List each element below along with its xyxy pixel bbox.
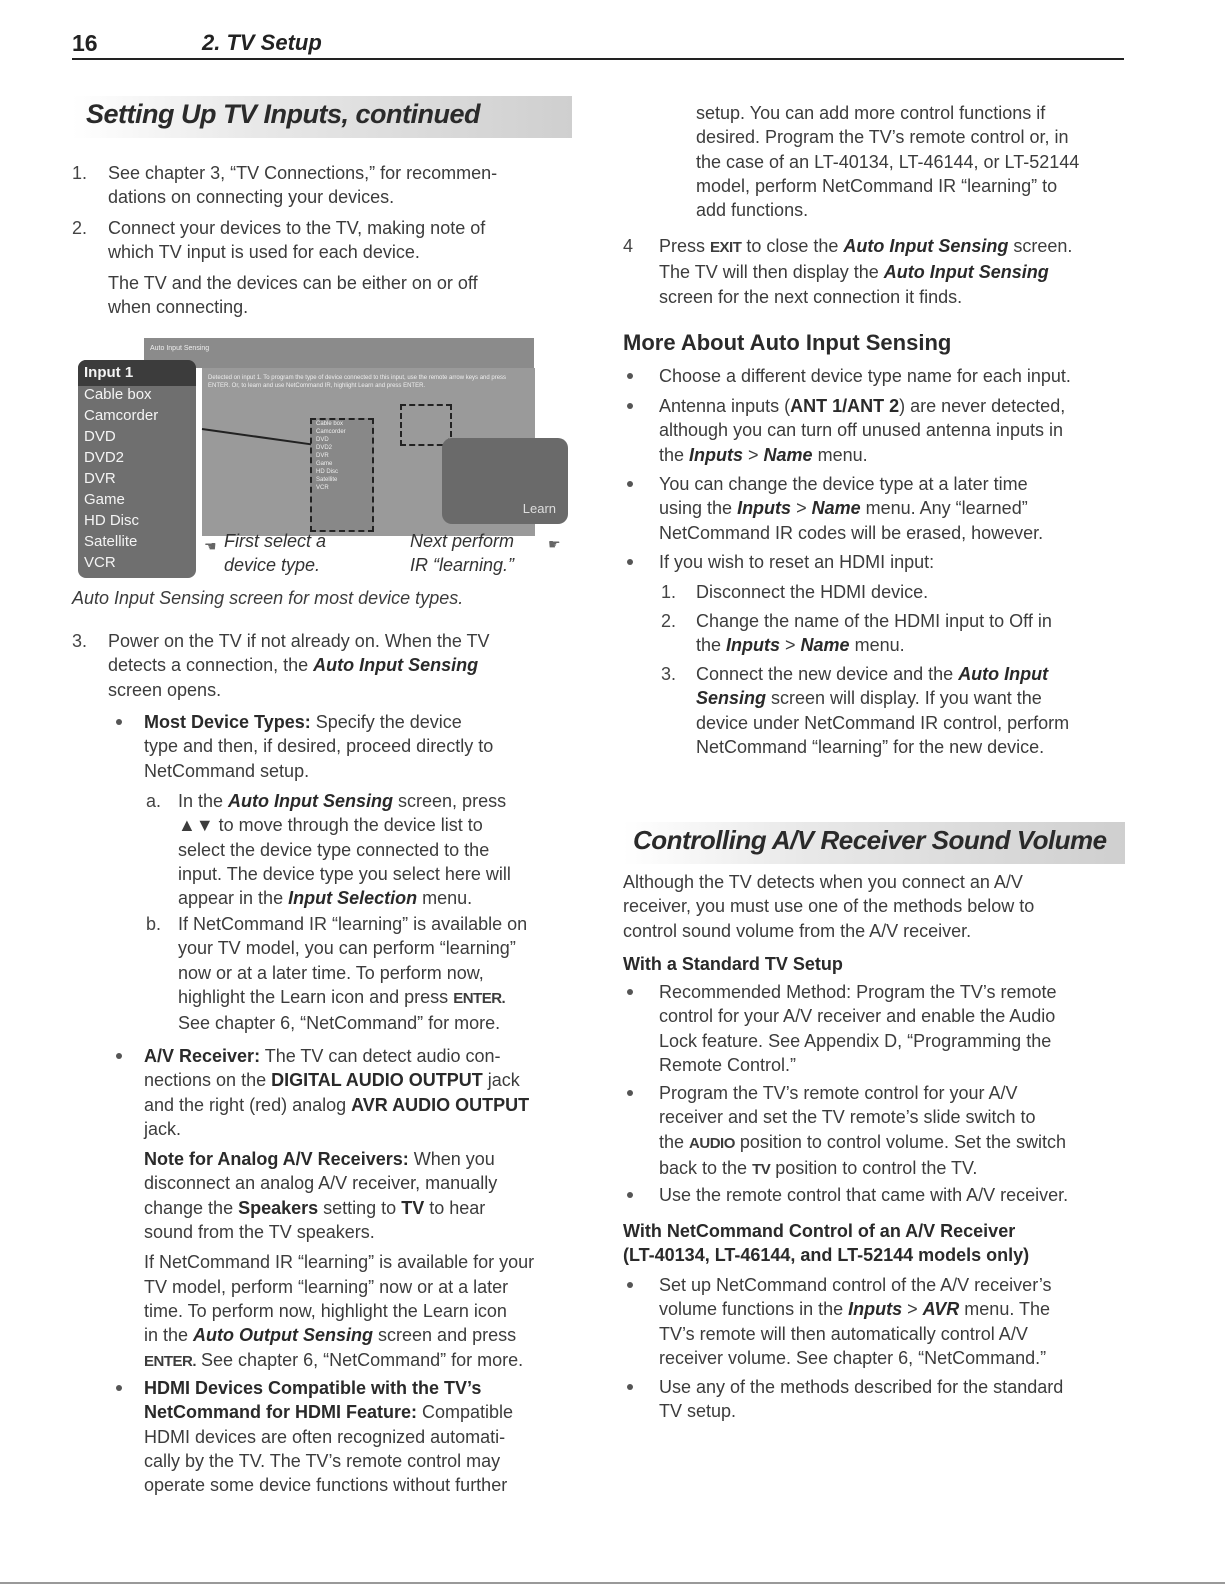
bullet (627, 1090, 633, 1096)
line: the Inputs > Name menu. (696, 635, 905, 656)
line: receiver and set the TV remote’s slide switch to (659, 1107, 1036, 1128)
line: setup. You can add more control functions if (696, 103, 1046, 123)
chapter-title: 2. TV Setup (202, 30, 322, 55)
more-about-heading: More About Auto Input Sensing (623, 330, 952, 355)
reset-step-3 (696, 662, 1124, 759)
figure-callout: device type. (224, 555, 321, 575)
line: ▲▼ to move through the device list to (178, 815, 483, 836)
substep-a (178, 789, 570, 910)
line: If NetCommand IR “learning” is available for your (144, 1252, 535, 1273)
line: control for your A/V receiver and enable the Audio (659, 1006, 1056, 1027)
line: NetCommand IR codes will be erased, however. (659, 522, 1044, 543)
device-list-item: Game (316, 461, 333, 467)
bullet (627, 1192, 633, 1198)
line: Antenna inputs (ANT 1/ANT 2) are never detected, (659, 396, 1066, 416)
line: although you can turn off unused antenna inputs in (659, 420, 1063, 441)
line: appear in the Input Selection menu. (178, 888, 473, 909)
device-list-item: Satellite (316, 477, 338, 483)
device-list-item: DVD2 (316, 445, 333, 451)
line: TV’s remote will then automatically control A/V (659, 1323, 1028, 1344)
menu-item: DVD2 (84, 449, 125, 466)
line: the Inputs > Name menu. (659, 444, 868, 465)
line: screen for the next connection it finds. (659, 286, 963, 307)
netcommand-item-1 (659, 1273, 1125, 1370)
line: sound from the TV speakers. (144, 1222, 375, 1243)
line: See chapter 6, “NetCommand” for more. (178, 1013, 501, 1034)
line: operate some device functions without further (144, 1475, 508, 1496)
menu-item: DVD (84, 428, 116, 445)
line: (LT-40134, LT-46144, and LT-52144 models only) (623, 1245, 1030, 1265)
line: model, perform NetCommand IR “learning” to (696, 175, 1058, 196)
line: select the device type connected to the (178, 839, 490, 860)
line: If you wish to reset an HDMI input: (659, 552, 935, 572)
section-title-band (72, 96, 572, 138)
bullet (627, 559, 633, 565)
line: Recommended Method: Program the TV’s remote (659, 982, 1057, 1002)
line: Choose a different device type name for each input. (659, 366, 1071, 386)
line: Lock feature. See Appendix D, “Programming the (659, 1030, 1052, 1051)
line: disconnect an analog A/V receiver, manually (144, 1173, 498, 1194)
device-list-item: Camcorder (316, 429, 346, 435)
menu-item: HD Disc (84, 512, 139, 529)
step-1 (108, 161, 570, 210)
line: HDMI Devices Compatible with the TV’s (144, 1378, 482, 1398)
device-type-menu (78, 360, 196, 578)
step-4 (659, 234, 1125, 309)
header-rule (72, 58, 1124, 60)
line: You can change the device type at a later time (659, 474, 1028, 494)
line: Connect the new device and the Auto Input (696, 664, 1049, 684)
auto-input-sensing-screenshot (78, 338, 572, 582)
menu-item: Camcorder (84, 407, 159, 424)
line: See chapter 3, “TV Connections,” for recommen- (108, 163, 498, 183)
bullet (116, 1053, 122, 1059)
line: NetCommand “learning” for the new device. (696, 736, 1045, 757)
line: Press EXIT to close the Auto Input Sensing screen. (659, 236, 1073, 256)
line: Set up NetCommand control of the A/V receiver’s (659, 1275, 1052, 1295)
line: Note for Analog A/V Receivers: When you (144, 1149, 495, 1170)
line: add functions. (696, 200, 809, 221)
line: when connecting. (108, 296, 249, 317)
device-list-highlight (310, 418, 374, 532)
learn-label: Learn (522, 501, 556, 516)
step-2 (108, 216, 570, 319)
line: desired. Program the TV’s remote control or, in (696, 127, 1069, 148)
line: time. To perform now, highlight the Learn icon (144, 1300, 507, 1321)
line: NetCommand setup. (144, 760, 310, 781)
bullet (627, 481, 633, 487)
hdmi-devices (144, 1376, 574, 1497)
line: jack. (144, 1118, 182, 1139)
substep-label: 2. (661, 611, 677, 631)
line: TV model, perform “learning” now or at a later (144, 1276, 509, 1297)
line: and the right (red) analog AVR AUDIO OUTPUT (144, 1094, 530, 1115)
most-device-types (144, 710, 570, 783)
line: type and then, if desired, proceed directly to (144, 736, 494, 757)
line: change the Speakers setting to TV to hear (144, 1197, 486, 1218)
line: TV setup. (659, 1401, 737, 1422)
device-list-item: DVD (316, 437, 329, 443)
substep-b (178, 912, 578, 1035)
line: Disconnect the HDMI device. (696, 582, 929, 602)
line: in the Auto Output Sensing screen and press (144, 1325, 517, 1346)
line: now or at a later time. To perform now, (178, 962, 484, 983)
line: Change the name of the HDMI input to Off in (696, 611, 1052, 631)
line: ENTER. See chapter 6, “NetCommand” for more. (144, 1349, 524, 1370)
figure-callout: IR “learning.” (410, 555, 515, 575)
line: cally by the TV. The TV’s remote control may (144, 1450, 501, 1471)
av-receiver (144, 1044, 574, 1374)
standard-item-3 (659, 1183, 1125, 1207)
line: volume functions in the Inputs > AVR menu. The (659, 1299, 1051, 1320)
line: dations on connecting your devices. (108, 187, 395, 208)
substep-label: 3. (661, 664, 677, 684)
more-item-3 (659, 472, 1125, 545)
line: detects a connection, the Auto Input Sensing (108, 655, 479, 676)
bullet (627, 989, 633, 995)
pointer-icon: ☚ (204, 538, 217, 554)
section-title: Controlling A/V Receiver Sound Volume (633, 825, 1107, 855)
bullet (627, 403, 633, 409)
step-number: 3. (72, 631, 88, 651)
line: The TV will then display the Auto Input Sensing (659, 262, 1049, 283)
section-title: Setting Up TV Inputs, continued (86, 99, 480, 129)
line: back to the TV position to control the TV. (659, 1157, 978, 1178)
device-list-item: Cable box (316, 421, 344, 427)
page-header (72, 30, 1124, 60)
line: control sound volume from the A/V receiver. (623, 920, 972, 941)
section-title-band (623, 822, 1125, 864)
line: HDMI devices are often recognized automati- (144, 1426, 506, 1447)
bullet (627, 373, 633, 379)
standard-item-1 (659, 980, 1125, 1077)
screen-info-text: Detected on input 1. To program the type of device connected to this input, use the remote arrow keys and press ENTER. Or, to learn and use NetCommand IR, highlight Learn and press ENTER. (208, 375, 507, 389)
step-number: 4 (623, 236, 634, 256)
reset-step-1 (696, 580, 1124, 604)
line: NetCommand for HDMI Feature: Compatible (144, 1402, 514, 1423)
menu-item: VCR (84, 554, 116, 571)
line: the AUDIO position to control volume. Set the switch (659, 1131, 1067, 1152)
figure-callout: First select a (224, 531, 327, 551)
line: Connect your devices to the TV, making note of (108, 218, 486, 238)
line: device under NetCommand IR control, perform (696, 712, 1070, 733)
line: Power on the TV if not already on. When the TV (108, 631, 490, 651)
menu-item: Input 1 (84, 364, 134, 381)
line: input. The device type you select here will (178, 863, 511, 884)
line: receiver, you must use one of the methods below to (623, 896, 1035, 917)
line: highlight the Learn icon and press ENTER. (178, 986, 506, 1007)
line: your TV model, you can perform “learning” (178, 938, 516, 959)
line: Use any of the methods described for the standard (659, 1377, 1064, 1397)
netcommand-item-2 (659, 1375, 1125, 1424)
bullet (116, 719, 122, 725)
more-item-1 (659, 364, 1125, 388)
line: Program the TV’s remote control for your A/V (659, 1083, 1018, 1103)
substep-label: b. (146, 914, 162, 934)
substep-label: a. (146, 791, 162, 811)
line: Remote Control.” (659, 1054, 797, 1075)
figure-caption: Auto Input Sensing screen for most device types. (72, 588, 464, 608)
standard-item-2 (659, 1081, 1125, 1182)
learn-icon (442, 438, 568, 524)
standard-setup-heading: With a Standard TV Setup (623, 954, 843, 974)
line: A/V Receiver: The TV can detect audio con- (144, 1046, 501, 1066)
page-number: 16 (72, 30, 98, 56)
device-list-item: DVR (316, 453, 329, 459)
line: With NetCommand Control of an A/V Receiver (623, 1221, 1016, 1241)
menu-item: DVR (84, 470, 116, 487)
line: nections on the DIGITAL AUDIO OUTPUT jack (144, 1070, 520, 1091)
line: Use the remote control that came with A/V receiver. (659, 1185, 1069, 1205)
menu-item: Game (84, 491, 125, 508)
line: using the Inputs > Name menu. Any “learned” (659, 498, 1028, 519)
netcommand-heading (623, 1219, 1125, 1267)
page-bottom-edge (0, 1582, 1225, 1584)
menu-item: Satellite (84, 533, 138, 550)
step-number: 2. (72, 218, 88, 238)
line: Most Device Types: Specify the device (144, 712, 462, 732)
hdmi-continued (696, 101, 1124, 222)
line: In the Auto Input Sensing screen, press (178, 791, 507, 811)
line: The TV and the devices can be either on or off (108, 272, 478, 293)
step-number: 1. (72, 163, 88, 183)
step-3 (108, 629, 570, 702)
line: which TV input is used for each device. (108, 242, 420, 263)
figure-callout: Next perform (410, 531, 515, 551)
screen-title-bar (144, 338, 534, 368)
line: the case of an LT-40134, LT-46144, or LT-52144 (696, 151, 1080, 172)
more-item-2 (659, 394, 1125, 467)
receiver-intro (623, 870, 1125, 943)
bullet (627, 1282, 633, 1288)
line: receiver volume. See chapter 6, “NetCommand.” (659, 1347, 1047, 1368)
line: If NetCommand IR “learning” is available on (178, 914, 528, 934)
pointer-icon: ☛ (548, 536, 561, 552)
substep-label: 1. (661, 582, 677, 602)
device-list-item: VCR (316, 485, 329, 491)
line: screen opens. (108, 679, 222, 700)
line: Although the TV detects when you connect an A/V (623, 872, 1023, 892)
screen-title: Auto Input Sensing (150, 345, 210, 352)
menu-item: Cable box (84, 386, 152, 403)
bullet (627, 1384, 633, 1390)
reset-step-2 (696, 609, 1124, 658)
more-item-4 (659, 550, 1125, 574)
bullet (116, 1385, 122, 1391)
line: Sensing screen will display. If you want the (696, 688, 1042, 709)
device-list-item: HD Disc (316, 469, 338, 475)
